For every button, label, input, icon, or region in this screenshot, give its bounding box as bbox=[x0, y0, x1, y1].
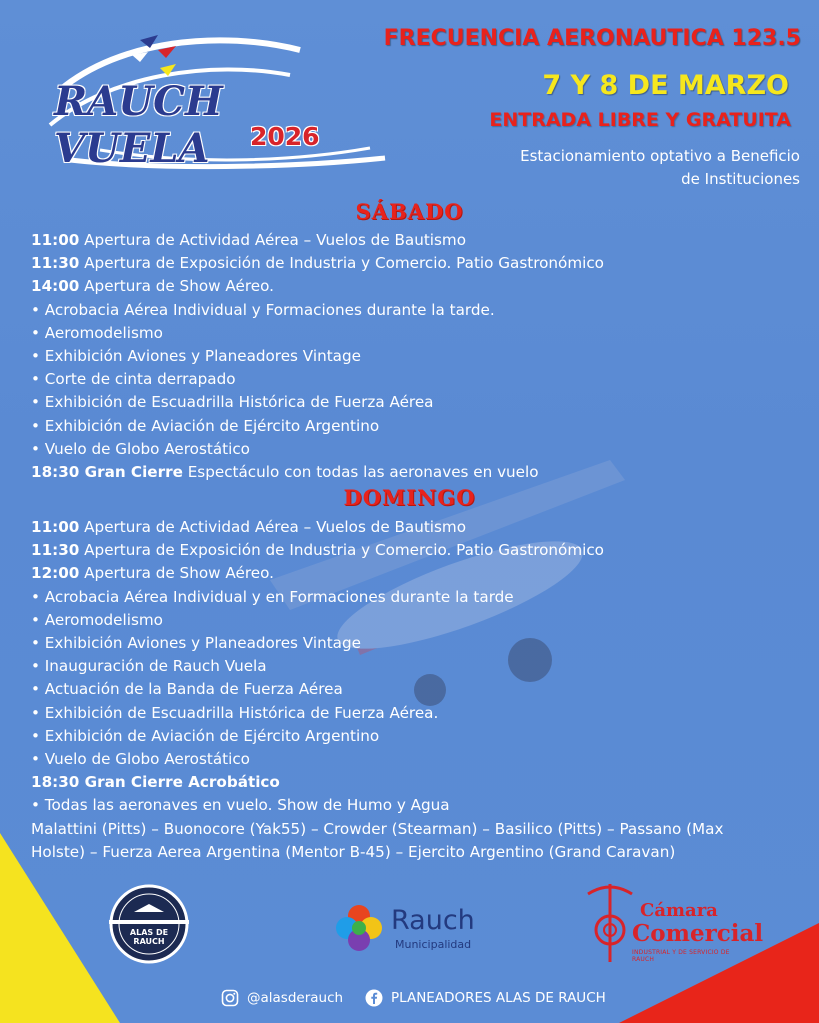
schedule-time: 11:30 bbox=[31, 254, 80, 273]
rauch-municipalidad-logo bbox=[333, 902, 493, 962]
schedule-text: • Exhibición Aviones y Planeadores Vintage bbox=[31, 634, 361, 653]
schedule-text: • Todas las aeronaves en vuelo. Show de Humo y Agua bbox=[31, 796, 450, 815]
saturday-title: SÁBADO bbox=[355, 199, 464, 224]
schedule-item bbox=[31, 391, 791, 414]
schedule-item bbox=[31, 275, 791, 298]
facebook-text: PLANEADORES ALAS DE RAUCH bbox=[391, 990, 606, 1006]
schedule-item bbox=[31, 229, 791, 252]
schedule-item bbox=[31, 771, 791, 794]
caduceus-icon bbox=[580, 880, 640, 966]
schedule-item bbox=[31, 655, 791, 678]
schedule-text: Espectáculo con todas las aeronaves en vuelo bbox=[182, 463, 539, 482]
schedule-item bbox=[31, 345, 791, 368]
schedule-text: • Aeromodelismo bbox=[31, 610, 163, 629]
rauch-vuela-logo bbox=[40, 30, 390, 180]
schedule-item bbox=[31, 632, 791, 655]
schedule-item bbox=[31, 438, 791, 461]
alas-badge-icon bbox=[104, 884, 194, 964]
camara-word-1: Cámara bbox=[640, 900, 718, 921]
schedule-text: • Exhibición de Aviación de Ejército Argentino bbox=[31, 416, 380, 435]
camara-subtitle: INDUSTRIAL Y DE SERVICIO DE RAUCH bbox=[632, 949, 730, 963]
schedule-time: 11:00 bbox=[31, 231, 80, 249]
schedule-item bbox=[31, 539, 791, 562]
schedule-item bbox=[31, 461, 791, 484]
instagram-icon bbox=[221, 989, 239, 1007]
parking-line-2: de Instituciones bbox=[681, 170, 800, 188]
logo-year: 2026 bbox=[250, 122, 320, 151]
rauch-name: Rauch bbox=[391, 905, 475, 936]
schedule-time: 12:00 bbox=[31, 564, 80, 583]
schedule-item bbox=[31, 252, 791, 275]
schedule-item bbox=[31, 562, 791, 585]
rauch-subtitle: Municipalidad bbox=[395, 938, 472, 951]
schedule-item bbox=[31, 702, 791, 725]
schedule-item bbox=[31, 794, 791, 817]
schedule-text: • Aeromodelismo bbox=[31, 323, 163, 342]
schedule-text: • Actuación de la Banda de Fuerza Aérea bbox=[31, 680, 343, 699]
alas-de-rauch-logo bbox=[104, 884, 194, 964]
schedule-item bbox=[31, 725, 791, 748]
pilots-line-2: Holste) – Fuerza Aerea Argentina (Mentor B-45) – Ejercito Argentino (Grand Caravan) bbox=[31, 842, 676, 861]
schedule-time: 18:30 Gran Cierre bbox=[31, 463, 183, 482]
schedule-text: • Exhibición Aviones y Planeadores Vintage bbox=[31, 347, 361, 366]
pilots-line-1: Malattini (Pitts) – Buonocore (Yak55) – Crowder (Stearman) – Basilico (Pitts) – Passano (Max bbox=[31, 819, 724, 838]
schedule-item bbox=[31, 609, 791, 632]
schedule-text: • Acrobacia Aérea Individual y Formaciones durante la tarde. bbox=[31, 300, 495, 319]
schedule-text: Apertura de Exposición de Industria y Comercio. Patio Gastronómico bbox=[79, 254, 604, 273]
schedule-item bbox=[31, 368, 791, 391]
camara-comercial-logo bbox=[580, 880, 764, 966]
schedule-time: 11:30 bbox=[31, 541, 80, 560]
schedule-item bbox=[31, 678, 791, 701]
entry-info: ENTRADA LIBRE Y GRATUITA bbox=[489, 109, 791, 131]
facebook-icon bbox=[365, 989, 383, 1007]
schedule-text: • Vuelo de Globo Aerostático bbox=[31, 439, 250, 458]
schedule-item bbox=[31, 516, 791, 539]
schedule-text: Apertura de Actividad Aérea – Vuelos de Bautismo bbox=[79, 518, 467, 536]
frequency-heading: FRECUENCIA AERONAUTICA 123.5 bbox=[383, 26, 801, 51]
schedule-time: 14:00 bbox=[31, 277, 80, 296]
sunday-title: DOMINGO bbox=[343, 485, 476, 510]
schedule-text: Apertura de Actividad Aérea – Vuelos de Bautismo bbox=[79, 231, 467, 249]
schedule-text: • Corte de cinta derrapado bbox=[31, 370, 236, 389]
schedule-item bbox=[31, 322, 791, 345]
sunday-schedule bbox=[31, 516, 791, 864]
schedule-text: Apertura de Show Aéreo. bbox=[79, 277, 274, 296]
instagram-text: @alasderauch bbox=[247, 990, 344, 1006]
instagram-handle[interactable] bbox=[221, 989, 343, 1007]
schedule-item bbox=[31, 299, 791, 322]
schedule-item bbox=[31, 748, 791, 771]
alas-label: ALAS DE RAUCH bbox=[129, 928, 169, 946]
schedule-time: 11:00 bbox=[31, 518, 80, 536]
schedule-text: • Inauguración de Rauch Vuela bbox=[31, 657, 267, 676]
rauch-flower-icon bbox=[333, 902, 385, 954]
schedule-text: • Acrobacia Aérea Individual y en Formaciones durante la tarde bbox=[31, 587, 514, 606]
logo-title: RAUCH VUELA bbox=[54, 78, 223, 172]
schedule-time: 18:30 Gran Cierre Acrobático bbox=[31, 773, 280, 792]
schedule-text: • Exhibición de Escuadrilla Histórica de Fuerza Aérea bbox=[31, 393, 434, 412]
facebook-page[interactable] bbox=[365, 989, 606, 1007]
schedule-text: Apertura de Show Aéreo. bbox=[79, 564, 274, 583]
schedule-text: Apertura de Exposición de Industria y Comercio. Patio Gastronómico bbox=[79, 541, 604, 560]
parking-line-1: Estacionamiento optativo a Beneficio bbox=[520, 147, 800, 165]
schedule-text: • Exhibición de Aviación de Ejército Argentino bbox=[31, 726, 380, 745]
saturday-schedule bbox=[31, 229, 791, 484]
schedule-item bbox=[31, 586, 791, 609]
parking-info bbox=[480, 145, 800, 191]
event-dates: 7 Y 8 DE MARZO bbox=[542, 70, 789, 101]
schedule-item bbox=[31, 415, 791, 438]
schedule-text: • Exhibición de Escuadrilla Histórica de Fuerza Aérea. bbox=[31, 703, 439, 722]
schedule-text: • Vuelo de Globo Aerostático bbox=[31, 750, 250, 769]
camara-word-2: Comercial bbox=[632, 920, 764, 947]
